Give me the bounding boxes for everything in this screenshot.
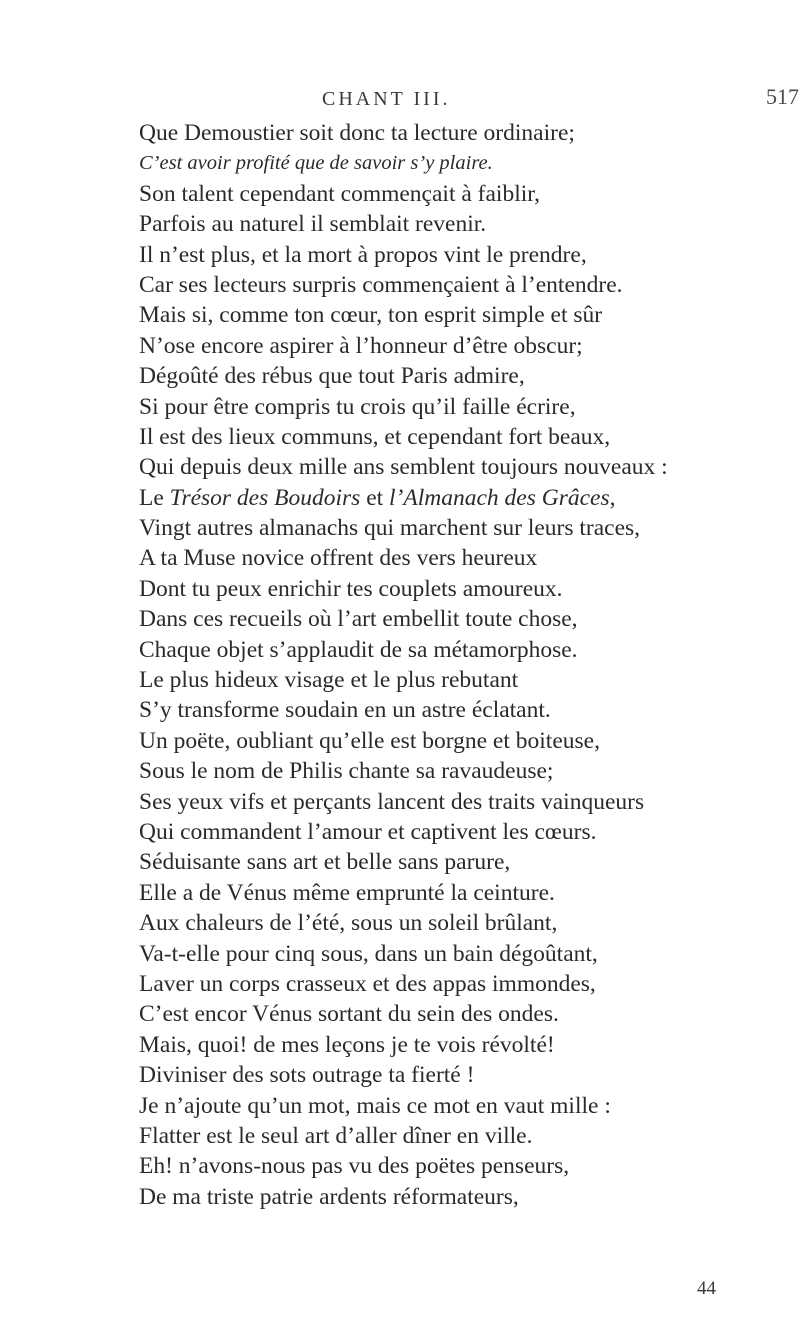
verse-line: S’y transforme soudain en un astre éclatant.: [139, 697, 551, 724]
verse-line: A ta Muse novice offrent des vers heureux: [139, 545, 538, 572]
verse-line: N’ose encore aspirer à l’honneur d’être obscur;: [139, 332, 583, 359]
verse-line: Il est des lieux communs, et cependant fort beaux,: [139, 423, 611, 450]
book-title-almanach: l’Almanach des Grâces: [389, 484, 610, 511]
text-fragment: Le: [139, 484, 170, 511]
poem-text: [139, 118, 794, 1212]
verse-line: Diviniser des sots outrage ta fierté !: [139, 1062, 475, 1089]
verse-line: Un poëte, oubliant qu’elle est borgne et boiteuse,: [139, 727, 600, 754]
verse-line: Dans ces recueils où l’art embellit toute chose,: [139, 606, 578, 633]
verse-line: Eh! n’avons-nous pas vu des poëtes penseurs,: [139, 1153, 570, 1180]
verse-line: Il n’est plus, et la mort à propos vint le prendre,: [139, 241, 587, 268]
verse-line: Mais si, comme ton cœur, ton esprit simple et sûr: [139, 302, 603, 329]
verse-line: Aux chaleurs de l’été, sous un soleil brûlant,: [139, 910, 558, 937]
text-fragment: ,: [609, 484, 616, 511]
verse-line: C’est encor Vénus sortant du sein des ondes.: [139, 1001, 559, 1028]
verse-line: Chaque objet s’applaudit de sa métamorphose.: [139, 636, 578, 663]
verse-line: Qui depuis deux mille ans semblent toujours nouveaux :: [139, 454, 668, 481]
verse-line: Flatter est le seul art d’aller dîner en ville.: [139, 1122, 533, 1149]
verse-line: Son talent cependant commençait à faiblir,: [139, 180, 541, 207]
italic-quotation: C’est avoir profité que de savoir s’y plaire.: [139, 152, 493, 175]
verse-line: Mais, quoi! de mes leçons je te vois révolté!: [139, 1031, 555, 1058]
verse-line: Laver un corps crasseux et des appas immondes,: [139, 970, 596, 997]
verse-line: Si pour être compris tu crois qu’il faille écrire,: [139, 393, 576, 420]
verse-line: Dont tu peux enrichir tes couplets amoureux.: [139, 575, 563, 602]
verse-line: Que Demoustier soit donc ta lecture ordinaire;: [139, 120, 575, 146]
verse-line: Va-t-elle pour cinq sous, dans un bain dégoûtant,: [139, 940, 598, 967]
verse-line: Elle a de Vénus même emprunté la ceinture.: [139, 879, 555, 906]
verse-line: Je n’ajoute qu’un mot, mais ce mot en vaut mille :: [139, 1092, 611, 1119]
verse-line: Dégoûté des rébus que tout Paris admire,: [139, 363, 525, 390]
verse-line: Sous le nom de Philis chante sa ravaudeuse;: [139, 758, 554, 785]
verse-line: Séduisante sans art et belle sans parure,: [139, 849, 511, 876]
verse-line: De ma triste patrie ardents réformateurs,: [139, 1183, 519, 1210]
verse-line: Ses yeux vifs et perçants lancent des traits vainqueurs: [139, 788, 645, 815]
page-number: 517: [766, 84, 799, 109]
text-fragment: et: [360, 484, 390, 511]
book-title-tresor: Trésor des Boudoirs: [169, 484, 361, 511]
signature-mark: 44: [697, 1278, 716, 1299]
verse-line: Parfois au naturel il semblait revenir.: [139, 211, 487, 238]
verse-line: Qui commandent l’amour et captivent les cœurs.: [139, 818, 597, 845]
verse-line-italic: [139, 148, 794, 178]
verse-line: Le plus hideux visage et le plus rebutant: [139, 667, 519, 694]
verse-line: Car ses lecteurs surpris commençaient à l’entendre.: [139, 271, 623, 298]
verse-line: Vingt autres almanachs qui marchent sur leurs traces,: [139, 515, 641, 542]
verse-line-titles: [139, 483, 794, 513]
running-title: CHANT III.: [322, 88, 451, 110]
